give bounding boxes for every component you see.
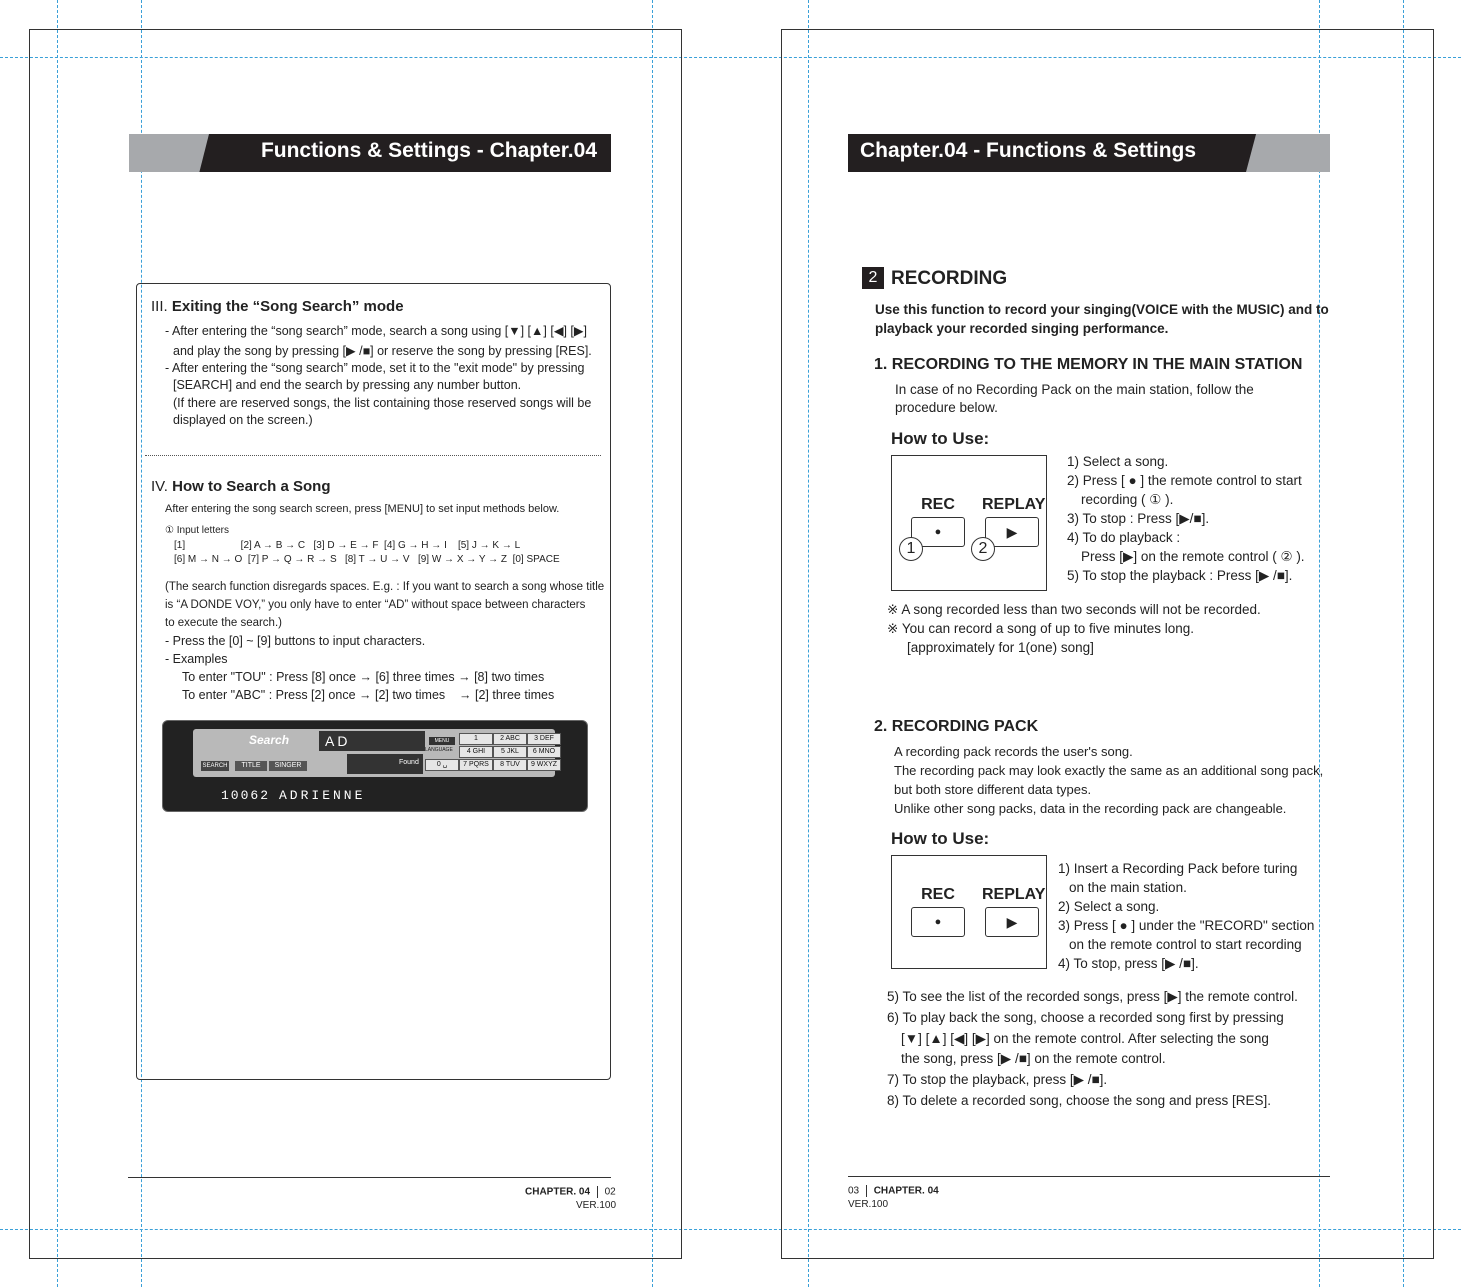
keypad-key: 8 TUV xyxy=(493,759,527,771)
section4-note-line: - Examples xyxy=(165,652,228,666)
section-divider xyxy=(145,455,601,456)
section3-line: - After entering the “song search” mode, search a song using [▼] [▲] [◀] [▶] xyxy=(165,324,587,338)
remote-diagram-2 xyxy=(891,855,1047,969)
recording-intro-line: Use this function to record your singing(VOICE with the MUSIC) and to xyxy=(875,302,1329,317)
sub1-desc-line: In case of no Recording Pack on the main station, follow the xyxy=(895,382,1254,397)
sub1-howto: How to Use: xyxy=(891,429,990,448)
section4-roman: IV. xyxy=(151,478,168,495)
right-footer-rule xyxy=(848,1176,1330,1177)
sub1-note: [approximately for 1(one) song] xyxy=(907,640,1094,655)
result-number: 10062 xyxy=(221,788,271,803)
circle-marker-1: 1 xyxy=(899,537,923,561)
rec-button: ● xyxy=(911,907,965,937)
left-footer-chapter xyxy=(525,1186,616,1198)
section4-heading xyxy=(151,480,331,494)
keypad-key: 1 xyxy=(459,733,493,745)
section4-title: How to Search a Song xyxy=(172,478,331,495)
search-tab-search: SEARCH xyxy=(202,763,228,769)
right-footer-version: VER.100 xyxy=(848,1199,889,1210)
sub2-more-step: 5) To see the list of the recorded songs, press [▶] the remote control. xyxy=(887,989,1298,1004)
keypad-key: 4 GHI xyxy=(459,746,493,758)
replay-button: ▶ xyxy=(985,517,1039,547)
sub2-step: on the remote control to start recording xyxy=(1069,937,1302,952)
sub2-step: on the main station. xyxy=(1069,880,1187,895)
section4-note-line: to execute the search.) xyxy=(165,617,282,629)
left-footer-rule xyxy=(128,1177,611,1178)
right-page-frame xyxy=(781,29,1434,1259)
rec-button: ● xyxy=(911,517,965,547)
sub2-howto: How to Use: xyxy=(891,829,990,848)
right-footer-separator xyxy=(866,1185,867,1197)
search-language-label: LANGUAGE xyxy=(425,747,453,753)
keypad-key: 3 DEF xyxy=(527,733,561,745)
section4-intro: After entering the song search screen, press [MENU] to set input methods below. xyxy=(165,503,560,515)
section4-note-line: - Press the [0] ~ [9] buttons to input characters. xyxy=(165,634,426,648)
sub1-step: 2) Press [ ● ] the remote control to start xyxy=(1067,473,1302,488)
section3-line: displayed on the screen.) xyxy=(173,413,313,427)
sub1-title: 1. RECORDING TO THE MEMORY IN THE MAIN STATION xyxy=(874,356,1303,373)
sub2-desc-line: A recording pack records the user's song. xyxy=(894,744,1133,759)
search-screen-label: Search xyxy=(249,733,290,747)
sub2-step: 4) To stop, press [▶ /■]. xyxy=(1058,956,1199,971)
search-menu-label: MENU xyxy=(429,737,455,745)
section4-note-line: (The search function disregards spaces. E.g. : If you want to search a song whose title xyxy=(165,581,605,593)
sub2-step: 1) Insert a Recording Pack before turing xyxy=(1058,861,1298,876)
section3-roman: III. xyxy=(151,298,168,315)
sub1-step: recording ( ① ). xyxy=(1081,492,1174,507)
sub2-more-step: 8) To delete a recorded song, choose the song and press [RES]. xyxy=(887,1093,1271,1108)
sub1-note: ※ A song recorded less than two seconds will not be recorded. xyxy=(887,602,1261,617)
search-screen-image xyxy=(162,720,588,812)
sub1-desc-line: procedure below. xyxy=(895,400,998,415)
sub1-step: 3) To stop : Press [▶/■]. xyxy=(1067,511,1210,526)
rec-label: REC xyxy=(921,496,955,513)
replay-label: REPLAY xyxy=(982,496,1046,513)
section3-line: and play the song by pressing [▶ /■] or reserve the song by pressing [RES]. xyxy=(173,344,592,358)
right-footer-page: 03 xyxy=(848,1185,860,1197)
right-header-grey-tab xyxy=(1246,134,1330,172)
result-title: ADRIENNE xyxy=(279,788,366,803)
sub2-more-step: 7) To stop the playback, press [▶ /■]. xyxy=(887,1072,1108,1087)
sub2-step: 3) Press [ ● ] under the "RECORD" section xyxy=(1058,918,1315,933)
sub1-step: 5) To stop the playback : Press [▶ /■]. xyxy=(1067,568,1293,583)
keypad-key: 5 JKL xyxy=(493,746,527,758)
section4-example-line: To enter "TOU" : Press [8] once → [6] three times → [8] two times xyxy=(182,670,545,684)
right-header-title: Chapter.04 - Functions & Settings xyxy=(860,139,1197,162)
section3-line: [SEARCH] and end the search by pressing any number button. xyxy=(173,378,522,392)
section-number-badge: 2 xyxy=(862,267,884,289)
left-footer-separator xyxy=(597,1186,598,1198)
sub2-title: 2. RECORDING PACK xyxy=(874,718,1039,735)
sub1-step: 4) To do playback : xyxy=(1067,530,1181,545)
input-letters-label: ① Input letters xyxy=(165,525,229,536)
section4-note-line: is “A DONDE VOY,” you only have to enter “AD” without space between characters xyxy=(165,599,586,611)
left-header-bar xyxy=(129,134,611,172)
sub2-more-step: [▼] [▲] [◀] [▶] on the remote control. After selecting the song xyxy=(901,1031,1269,1046)
right-header-bar xyxy=(848,134,1330,172)
section3-line: (If there are reserved songs, the list containing those reserved songs will be xyxy=(173,396,592,410)
replay-button: ▶ xyxy=(985,907,1039,937)
input-letters-row1: [1] [2] A → B → C [3] D → E → F [4] G → H → I [5] J → K → L xyxy=(174,540,521,551)
circle-marker-2: 2 xyxy=(971,537,995,561)
section3-heading xyxy=(151,300,404,314)
sub1-step: 1) Select a song. xyxy=(1067,454,1169,469)
left-header-title: Functions & Settings - Chapter.04 xyxy=(260,139,597,162)
right-footer-chapter xyxy=(848,1185,939,1197)
sub2-more-step: the song, press [▶ /■] on the remote control. xyxy=(901,1051,1166,1066)
left-footer-version: VER.100 xyxy=(576,1200,617,1211)
sub1-note: ※ You can record a song of up to five minutes long. xyxy=(887,621,1195,636)
sub2-desc-line: The recording pack may look exactly the same as an additional song pack, xyxy=(894,763,1324,778)
keypad-key: 2 ABC xyxy=(493,733,527,745)
section-title: RECORDING xyxy=(891,268,1008,289)
search-found-label: Found xyxy=(399,759,419,766)
sub2-desc-line: but both store different data types. xyxy=(894,782,1092,797)
section3-title: Exiting the “Song Search” mode xyxy=(171,298,404,315)
keypad-key: 7 PQRS xyxy=(459,759,493,771)
section4-example-line: To enter "ABC" : Press [2] once → [2] two times → [2] three times xyxy=(182,688,555,702)
keypad-key: 6 MNO xyxy=(527,746,561,758)
search-input-display: AD xyxy=(319,731,425,751)
sub2-desc-line: Unlike other song packs, data in the recording pack are changeable. xyxy=(894,801,1287,816)
left-footer-chapter-text: CHAPTER. 04 xyxy=(525,1186,591,1198)
section3-line: - After entering the “song search” mode, set it to the "exit mode" by pressing xyxy=(165,361,585,375)
left-footer-page: 02 xyxy=(604,1186,616,1198)
sub1-step: Press [▶] on the remote control ( ② ). xyxy=(1081,549,1305,564)
replay-label: REPLAY xyxy=(982,886,1046,903)
sub2-more-step: 6) To play back the song, choose a recorded song first by pressing xyxy=(887,1010,1284,1025)
search-tab-title: TITLE xyxy=(235,761,267,771)
right-footer-chapter-text: CHAPTER. 04 xyxy=(873,1185,939,1197)
recording-intro-line: playback your recorded singing performance. xyxy=(875,321,1169,336)
search-tab-singer: SINGER xyxy=(269,761,307,771)
sub2-step: 2) Select a song. xyxy=(1058,899,1160,914)
keypad-key: 0 ␣ xyxy=(425,759,459,771)
left-header-grey-tab xyxy=(129,134,209,172)
keypad-key: 9 WXYZ xyxy=(527,759,561,771)
input-letters-row2: [6] M → N → O [7] P → Q → R → S [8] T → U → V [9] W → X → Y → Z [0] SPACE xyxy=(174,554,560,565)
rec-label: REC xyxy=(921,886,955,903)
remote-diagram-1 xyxy=(891,455,1047,591)
